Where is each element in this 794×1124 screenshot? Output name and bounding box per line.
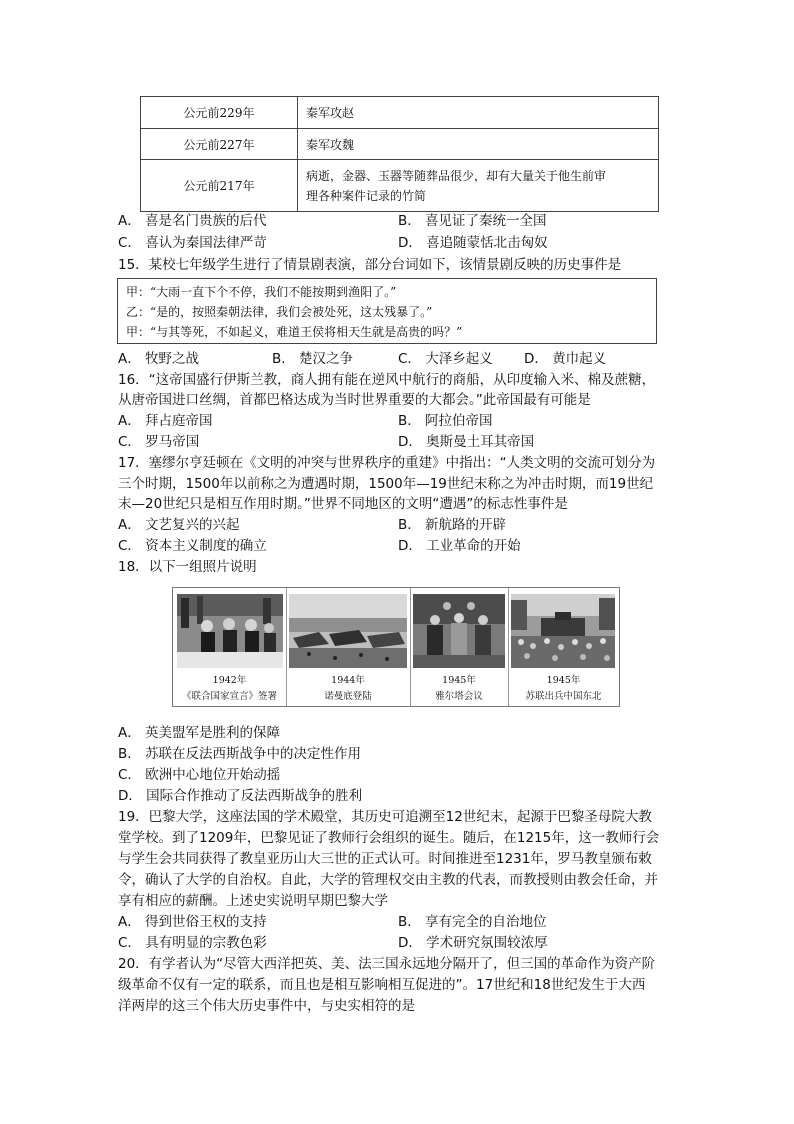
dialog-line: 甲：“与其等死，不如起义，难道王侯将相天生就是高贵的吗？” xyxy=(126,325,463,339)
table-cell-event: 秦军攻赵 xyxy=(298,97,659,129)
photo-year: 1944年 xyxy=(331,675,365,686)
q18-stem: 18．以下一组照片说明 xyxy=(118,559,257,575)
q16-stem-line: 16．“这帝国盛行伊斯兰教，商人拥有能在逆风中航行的商船，从印度输入米、棉及蔗糖， xyxy=(118,372,656,388)
q16-option-a[interactable]: A． 拜占庭帝国 xyxy=(118,413,213,429)
q17-stem-line: 17．塞缪尔亨廷顿在《文明的冲突与世界秩序的重建》中指出：“人类文明的交流可划分为 xyxy=(118,455,656,471)
q16-option-c[interactable]: C． 罗马帝国 xyxy=(118,434,200,450)
q16-option-b[interactable]: B． 阿拉伯帝国 xyxy=(398,413,493,429)
photo-caption: 雅尔塔会议 xyxy=(435,691,483,702)
q19-stem-line: 堂学校。到了1209年，巴黎见证了教师行会组织的诞生。随后，在1215年，这一教师行会 xyxy=(118,830,660,846)
q18-photo-strip xyxy=(172,587,620,707)
q20-stem-line: 20．有学者认为“尽管大西洋把英、美、法三国永远地分隔开了，但三国的革命作为资产阶 xyxy=(118,956,656,972)
q15-option-a[interactable]: A． 牧野之战 xyxy=(118,351,200,367)
q19-option-b[interactable]: B． 享有完全的自治地位 xyxy=(398,914,547,930)
q20-stem-line: 洋两岸的这三个伟大历史事件中，与史实相符的是 xyxy=(118,998,415,1014)
table-cell-event xyxy=(298,160,659,212)
q15-option-c[interactable]: C． 大泽乡起义 xyxy=(398,351,493,367)
q18-option-b[interactable]: B． 苏联在反法西斯战争中的决定性作用 xyxy=(118,746,362,762)
q19-stem-line: 与学生会共同获得了教皇亚历山大三世的正式认可。时间推进至1231年，罗马教皇颁布敕 xyxy=(118,851,652,867)
q17-option-a[interactable]: A． 文艺复兴的兴起 xyxy=(118,517,240,533)
photo-year: 1945年 xyxy=(442,675,476,686)
table-row xyxy=(141,160,659,212)
table-cell-year: 公元前227年 xyxy=(141,129,298,160)
q19-option-c[interactable]: C． 具有明显的宗教色彩 xyxy=(118,935,267,951)
q14-option-a[interactable]: A． 喜是名门贵族的后代 xyxy=(118,213,267,229)
photo-1945-soviet-troops xyxy=(511,594,615,668)
photo-caption: 苏联出兵中国东北 xyxy=(525,691,602,702)
photo-year: 1942年 xyxy=(212,675,247,686)
q18-option-a[interactable]: A． 英美盟军是胜利的保障 xyxy=(118,725,281,741)
q14-option-d[interactable]: D． 喜追随蒙恬北击匈奴 xyxy=(398,235,548,251)
q17-option-d[interactable]: D． 工业革命的开始 xyxy=(398,538,521,554)
q17-stem-line: 三个时期，1500年以前称之为遭遇时期，1500年—19世纪末称之为冲击时期，而19世纪 xyxy=(118,476,654,492)
q17-stem-line: 末—20世纪只是相互作用时期。”世界不同地区的文明“遭遇”的标志性事件是 xyxy=(118,496,568,512)
q18-option-d[interactable]: D． 国际合作推动了反法西斯战争的胜利 xyxy=(118,788,363,804)
q17-option-c[interactable]: C． 资本主义制度的确立 xyxy=(118,538,267,554)
q14-option-b[interactable]: B． 喜见证了秦统一全国 xyxy=(398,213,547,229)
table-cell-line: 理各种案件记录的竹简 xyxy=(306,188,427,203)
q14-option-c[interactable]: C． 喜认为秦国法律严苛 xyxy=(118,235,267,251)
table-row xyxy=(141,97,659,129)
photo-1945-yalta xyxy=(413,594,505,668)
photo-1942-signing xyxy=(177,594,283,668)
photo-caption: 诺曼底登陆 xyxy=(324,691,372,702)
table-cell-year: 公元前217年 xyxy=(141,160,298,212)
q20-stem-line: 级革命不仅有一定的联系，而且也是相互影响相互促进的”。17世纪和18世纪发生于大西 xyxy=(118,977,646,993)
photo-caption: 《联合国家宣言》签署 xyxy=(181,691,277,702)
q15-stem: 15．某校七年级学生进行了情景剧表演，部分台词如下，该情景剧反映的历史事件是 xyxy=(118,257,622,273)
photo-1944-normandy xyxy=(289,594,407,668)
q16-option-d[interactable]: D． 奥斯曼土耳其帝国 xyxy=(398,434,535,450)
q15-option-d[interactable]: D． 黄巾起义 xyxy=(524,351,607,367)
table-cell-line: 病逝，金器、玉器等随葬品很少，却有大量关于他生前审 xyxy=(306,168,607,183)
q19-stem-line: 19．巴黎大学，这座法国的学术殿堂，其历史可追溯至12世纪末，起源于巴黎圣母院大教 xyxy=(118,809,652,825)
q19-option-a[interactable]: A． 得到世俗王权的支持 xyxy=(118,914,267,930)
q15-option-b[interactable]: B． 楚汉之争 xyxy=(272,351,354,367)
dialog-line: 乙：“是的，按照秦朝法律，我们会被处死，这太残暴了。” xyxy=(126,305,433,319)
table-cell-year: 公元前229年 xyxy=(141,97,298,129)
table-row xyxy=(141,129,659,160)
q18-option-c[interactable]: C． 欧洲中心地位开始动摇 xyxy=(118,767,281,783)
q19-stem-line: 令，确认了大学的自治权。自此，大学的管理权交由主教的代表，而教授则由教会任命，并 xyxy=(118,872,658,888)
q19-stem-line: 享有相应的薪酬。上述史实说明早期巴黎大学 xyxy=(118,893,388,909)
q15-dialog-box xyxy=(117,278,657,344)
q19-option-d[interactable]: D． 学术研究氛围较浓厚 xyxy=(398,935,548,951)
table-cell-event: 秦军攻魏 xyxy=(298,129,659,160)
dialog-line: 甲：“大雨一直下个不停，我们不能按期到渔阳了。” xyxy=(126,285,397,299)
q14-table xyxy=(140,96,659,212)
q16-stem-line: 从唐帝国进口丝绸，首都巴格达成为当时世界重要的大都会。”此帝国最有可能是 xyxy=(118,392,591,408)
q17-option-b[interactable]: B． 新航路的开辟 xyxy=(398,517,507,533)
photo-year: 1945年 xyxy=(546,675,581,686)
